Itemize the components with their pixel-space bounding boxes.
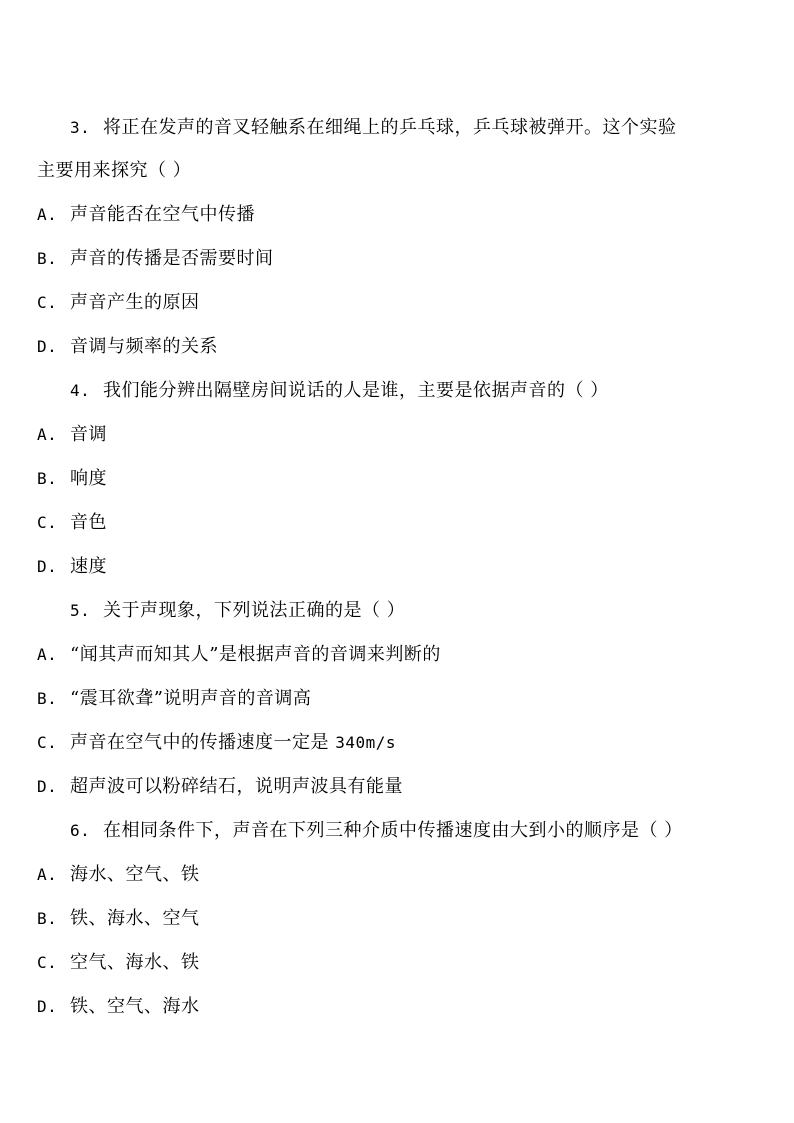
question-3-option-d bbox=[37, 336, 218, 358]
question-5-option-a bbox=[37, 644, 441, 666]
question-6-option-a bbox=[37, 864, 200, 886]
question-6-option-b bbox=[37, 908, 200, 930]
question-3-option-b bbox=[37, 248, 274, 270]
option-letter: A. bbox=[37, 865, 58, 884]
option-text: 超声波可以粉碎结石，说明声波具有能量 bbox=[70, 776, 403, 797]
question-5-stem bbox=[70, 600, 405, 622]
question-4-stem bbox=[70, 380, 609, 402]
question-text: 关于声现象，下列说法正确的是（ ） bbox=[103, 600, 406, 621]
option-text: 速度 bbox=[70, 556, 107, 577]
question-number: 3. bbox=[70, 118, 91, 137]
question-text: 在相同条件下，声音在下列三种介质中传播速度由大到小的顺序是（ ） bbox=[103, 820, 683, 841]
option-letter: B. bbox=[37, 909, 58, 928]
option-letter: C. bbox=[37, 293, 58, 312]
option-letter: B. bbox=[37, 249, 58, 268]
option-letter: D. bbox=[37, 337, 58, 356]
option-letter: B. bbox=[37, 689, 58, 708]
question-4-option-d bbox=[37, 556, 107, 578]
option-text: 声音能否在空气中传播 bbox=[70, 204, 255, 225]
option-letter: A. bbox=[37, 645, 58, 664]
option-text: 海水、空气、铁 bbox=[70, 864, 200, 885]
option-letter: C. bbox=[37, 953, 58, 972]
option-text: 音调与频率的关系 bbox=[70, 336, 218, 357]
question-5-option-c bbox=[37, 732, 396, 754]
question-4-option-a bbox=[37, 424, 107, 446]
question-5-option-d bbox=[37, 776, 403, 798]
question-number: 6. bbox=[70, 821, 91, 840]
option-text: “闻其声而知其人”是根据声音的音调来判断的 bbox=[70, 644, 441, 665]
option-text: 空气、海水、铁 bbox=[70, 952, 200, 973]
option-text: 铁、空气、海水 bbox=[70, 996, 200, 1017]
question-6-stem bbox=[70, 820, 683, 842]
option-letter: C. bbox=[37, 513, 58, 532]
option-letter: A. bbox=[37, 205, 58, 224]
option-text: 铁、海水、空气 bbox=[70, 908, 200, 929]
question-number: 5. bbox=[70, 601, 91, 620]
question-4-option-c bbox=[37, 512, 107, 534]
option-letter: B. bbox=[37, 469, 58, 488]
question-number: 4. bbox=[70, 381, 91, 400]
question-text: 主要用来探究（ ） bbox=[37, 160, 192, 181]
option-text: 音调 bbox=[70, 424, 107, 445]
question-6-option-d bbox=[37, 996, 200, 1018]
option-text: 声音产生的原因 bbox=[70, 292, 200, 313]
option-text: 声音的传播是否需要时间 bbox=[70, 248, 274, 269]
option-letter: D. bbox=[37, 557, 58, 576]
question-6-option-c bbox=[37, 952, 200, 974]
option-letter: A. bbox=[37, 425, 58, 444]
option-letter: C. bbox=[37, 733, 58, 752]
question-3-option-a bbox=[37, 204, 255, 226]
option-text: “震耳欲聋”说明声音的音调高 bbox=[70, 688, 312, 709]
question-text: 将正在发声的音叉轻触系在细绳上的乒乓球，乒乓球被弹开。这个实验 bbox=[103, 117, 677, 138]
question-3-stem bbox=[70, 117, 677, 139]
option-text: 响度 bbox=[70, 468, 107, 489]
question-3-option-c bbox=[37, 292, 200, 314]
question-5-option-b bbox=[37, 688, 311, 710]
speed-value: 340m/s bbox=[335, 733, 397, 752]
option-letter: D. bbox=[37, 997, 58, 1016]
question-3-stem-continued bbox=[37, 160, 191, 182]
question-text: 我们能分辨出隔壁房间说话的人是谁，主要是依据声音的（ ） bbox=[103, 380, 609, 401]
question-4-option-b bbox=[37, 468, 107, 490]
option-letter: D. bbox=[37, 777, 58, 796]
option-text: 音色 bbox=[70, 512, 107, 533]
option-text: 声音在空气中的传播速度一定是 bbox=[70, 732, 336, 753]
